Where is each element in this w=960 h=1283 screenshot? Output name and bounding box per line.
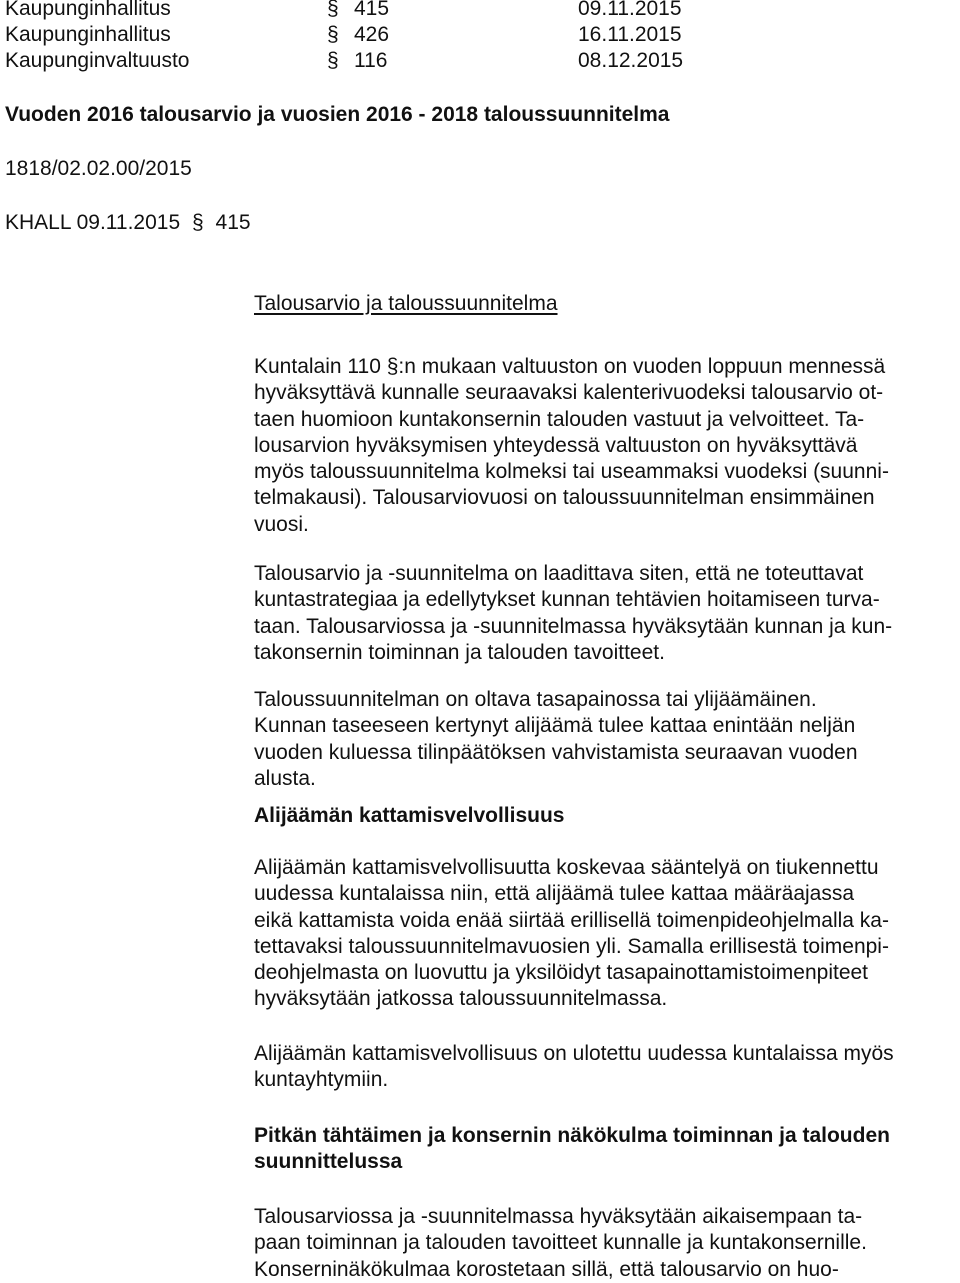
heading-deficit-obligation: Alijäämän kattamisvelvollisuus: [254, 804, 565, 827]
paragraph-balance: [254, 687, 960, 792]
section-number: 426: [354, 23, 390, 46]
text-line: Konserninäkökulmaa korostetaan sillä, että talousarvio on huo-: [254, 1257, 839, 1281]
text-line: Alijäämän kattamisvelvollisuutta koskevaa sääntelyä on tiukennettu: [254, 856, 879, 879]
text-line: Taloussuunnitelman on oltava tasapainossa tai ylijäämäinen.: [254, 688, 817, 711]
paragraph-deficit-rules: [254, 855, 960, 1013]
text-line: Alijäämän kattamisvelvollisuus on ulotettu uudessa kuntalaissa myös: [254, 1042, 894, 1065]
document-title: Vuoden 2016 talousarvio ja vuosien 2016 - 2018 taloussuunnitelma: [5, 103, 670, 126]
text-line: deohjelmasta on luovuttu ja yksilöidyt tasapainottamistoimenpiteet: [254, 961, 869, 985]
text-line: Kunnan taseeseen kertynyt alijäämä tulee kattaa enintään neljän: [254, 714, 856, 738]
section-number: 415: [215, 211, 251, 234]
text-line: vuoden kuluessa tilinpäätöksen vahvistamista seuraavan vuoden: [254, 740, 858, 764]
text-line: hyväksytään jatkossa taloussuunnitelmassa.: [254, 987, 668, 1011]
meeting-date: 09.11.2015: [578, 0, 682, 20]
section-sign: §: [327, 49, 339, 72]
heading-long-term-perspective: [254, 1123, 960, 1176]
text-line: takonsernin toiminnan ja talouden tavoitteet.: [254, 640, 665, 664]
paragraph-group-perspective: [254, 1204, 960, 1283]
text-line: Kuntalain 110 §:n mukaan valtuuston on vuoden loppuun mennessä: [254, 355, 886, 378]
meeting-body: Kaupunginvaltuusto: [5, 49, 190, 72]
section-sign: §: [327, 23, 339, 46]
text-line: taan. Talousarviossa ja -suunnitelmassa hyväksytään kunnan ja kun-: [254, 614, 893, 638]
section-number: 415: [354, 0, 390, 20]
section-sign: §: [327, 0, 339, 20]
case-number: 1818/02.02.00/2015: [5, 157, 192, 180]
khall-reference: [5, 210, 251, 236]
text-line: hyväksyttävä kunnalle seuraavaksi kalenterivuodeksi talousarvio ot-: [254, 381, 884, 405]
meeting-body: Kaupunginhallitus: [5, 0, 171, 20]
text-line: vuosi.: [254, 512, 309, 536]
heading-budget-plan: Talousarvio ja taloussuunnitelma: [254, 292, 558, 315]
heading-line: suunnittelussa: [254, 1150, 403, 1174]
paragraph-strategy: [254, 561, 960, 666]
text-line: uudessa kuntalaissa niin, että alijäämä tulee kattaa määräajassa: [254, 882, 855, 906]
khall-prefix: KHALL 09.11.2015: [5, 211, 181, 234]
text-line: taen huomioon kuntakonsernin talouden vastuut ja velvoitteet. Ta-: [254, 407, 865, 431]
paragraph-budget-law: [254, 354, 960, 538]
meeting-date: 08.12.2015: [578, 49, 684, 72]
heading-line: Pitkän tähtäimen ja konsernin näkökulma toiminnan ja talouden: [254, 1124, 890, 1147]
text-line: alusta.: [254, 766, 316, 790]
meeting-body: Kaupunginhallitus: [5, 23, 171, 46]
text-line: paan toiminnan ja talouden tavoitteet kunnalle ja kuntakonsernille.: [254, 1231, 867, 1255]
text-line: lousarvion hyväksymisen yhteydessä valtuuston on hyväksyttävä: [254, 433, 858, 457]
section-sign: §: [191, 211, 204, 234]
text-line: Talousarviossa ja -suunnitelmassa hyväksytään aikaisempaan ta-: [254, 1205, 863, 1228]
text-line: Talousarvio ja -suunnitelma on laadittava siten, että ne toteuttavat: [254, 562, 864, 585]
text-line: myös taloussuunnitelma kolmeksi tai useammaksi vuodeksi (suunni-: [254, 460, 889, 484]
paragraph-joint-authorities: [254, 1041, 960, 1094]
text-line: kuntastrategiaa ja edellytykset kunnan tehtävien hoitamiseen turva-: [254, 588, 880, 612]
meeting-date: 16.11.2015: [578, 23, 682, 46]
text-line: kuntayhtymiin.: [254, 1068, 389, 1092]
text-line: tettavaksi taloussuunnitelmavuosien yli. Samalla erillisestä toimenpi-: [254, 934, 889, 958]
section-number: 116: [354, 49, 388, 72]
text-line: eikä kattamista voida enää siirtää erillisellä toimenpideohjelmalla ka-: [254, 908, 889, 932]
text-line: telmakausi). Talousarviovuosi on taloussuunnitelman ensimmäinen: [254, 486, 875, 510]
